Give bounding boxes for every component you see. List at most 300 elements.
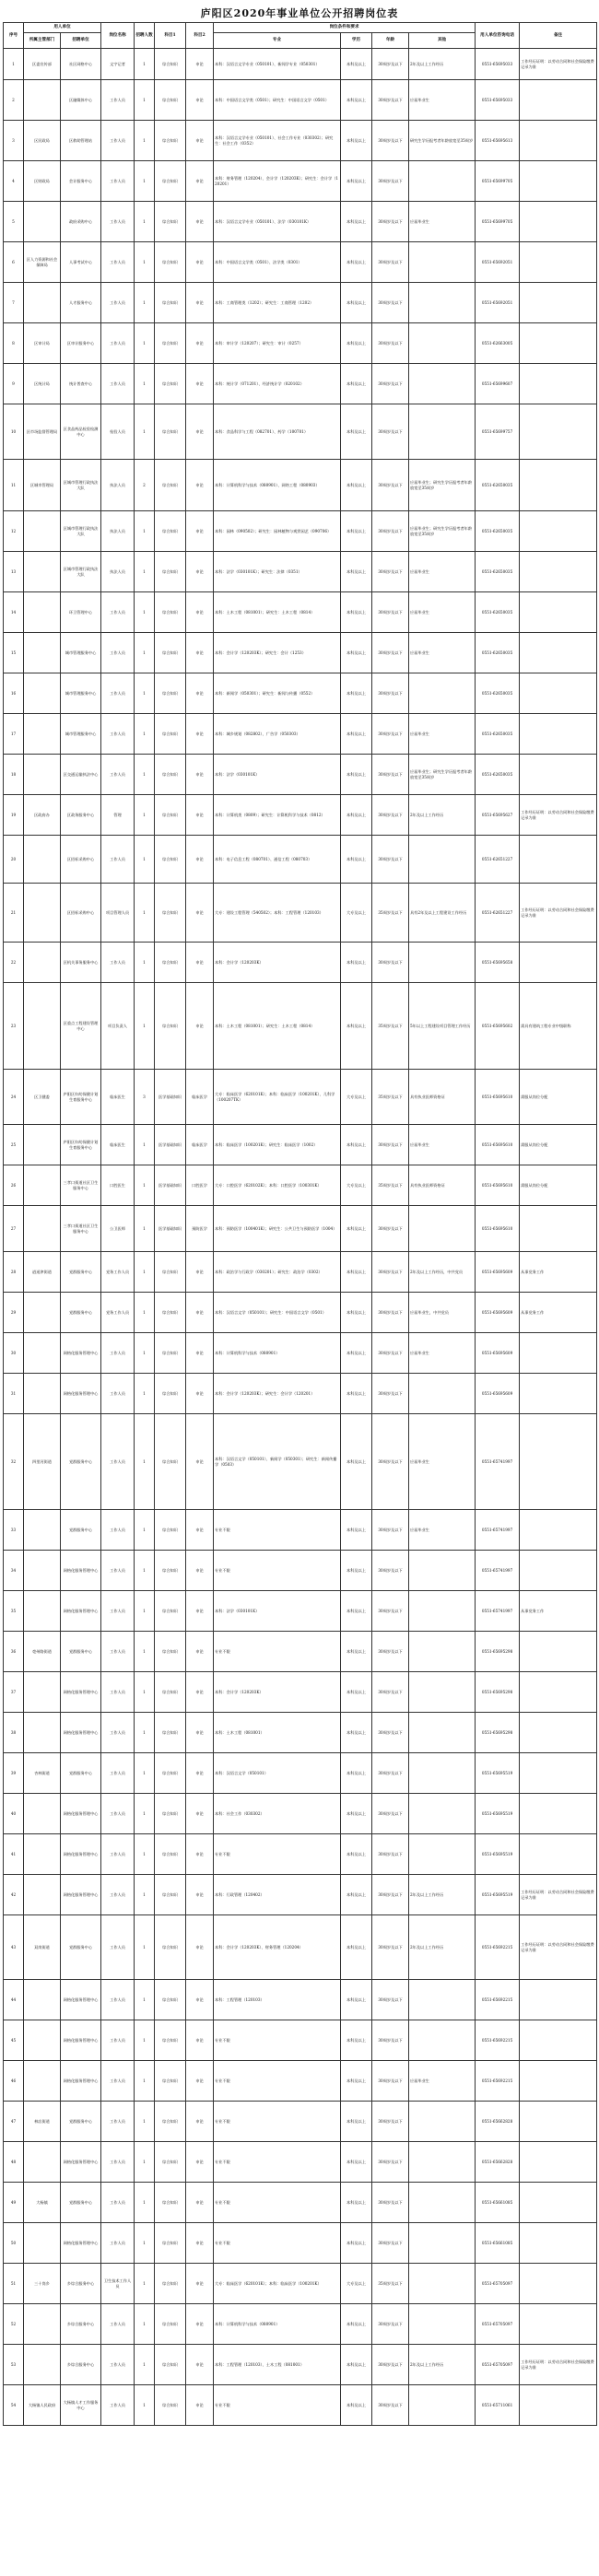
cell-seq: 29 bbox=[4, 1293, 24, 1333]
cell-seq: 24 bbox=[4, 1070, 24, 1125]
cell-note: 需服从岗位分配 bbox=[520, 1070, 597, 1125]
cell-phone: 0551-65695602 bbox=[476, 983, 520, 1070]
cell-seq: 8 bbox=[4, 323, 24, 364]
cell-subject1: 综合知识 bbox=[155, 836, 186, 884]
cell-unit: 区食品药品检验检测中心 bbox=[61, 404, 101, 460]
cell-subject1: 综合知识 bbox=[155, 202, 186, 242]
cell-subject1: 综合知识 bbox=[155, 2223, 186, 2264]
cell-education: 本科及以上 bbox=[341, 2345, 372, 2385]
cell-num: 1 bbox=[135, 1414, 155, 1510]
cell-other bbox=[409, 161, 476, 202]
cell-dept bbox=[24, 1591, 61, 1632]
cell-unit: 党群服务中心 bbox=[61, 2102, 101, 2142]
table-row bbox=[4, 884, 597, 943]
cell-education: 本科及以上 bbox=[341, 1915, 372, 1980]
cell-num: 1 bbox=[135, 1551, 155, 1591]
cell-age: 30周岁及以下 bbox=[372, 1875, 409, 1915]
cell-phone: 0551-65699757 bbox=[476, 404, 520, 460]
cell-subject2: 申论 bbox=[186, 2020, 214, 2061]
cell-post: 项目负责人 bbox=[101, 983, 135, 1070]
cell-major: 本科：行政管理（120402） bbox=[214, 1875, 341, 1915]
cell-seq: 34 bbox=[4, 1551, 24, 1591]
cell-age: 30周岁及以下 bbox=[372, 2223, 409, 2264]
cell-post: 工作人员 bbox=[101, 2345, 135, 2385]
cell-note bbox=[520, 1834, 597, 1875]
table-row bbox=[4, 1713, 597, 1753]
cell-education: 本科及以上 bbox=[341, 1753, 372, 1794]
cell-other bbox=[409, 2304, 476, 2345]
cell-education: 大专及以上 bbox=[341, 1165, 372, 1206]
cell-seq: 1 bbox=[4, 49, 24, 80]
cell-other: 应届毕业生 bbox=[409, 202, 476, 242]
cell-other: 具有执业医师资格证 bbox=[409, 1070, 476, 1125]
cell-note: 需服从岗位分配 bbox=[520, 1125, 597, 1165]
header-phone: 用人单位咨询电话 bbox=[476, 23, 520, 49]
cell-unit: 党群服务中心 bbox=[61, 1293, 101, 1333]
cell-age: 30周岁及以下 bbox=[372, 1206, 409, 1252]
cell-seq: 6 bbox=[4, 242, 24, 283]
cell-other bbox=[409, 836, 476, 884]
cell-dept bbox=[24, 2345, 61, 2385]
cell-other: 应届毕业生 bbox=[409, 552, 476, 592]
cell-major: 本科：汉语言文学专业（050101）、法学（030101K） bbox=[214, 202, 341, 242]
cell-age: 30周岁及以下 bbox=[372, 2142, 409, 2183]
cell-post: 口腔医生 bbox=[101, 1165, 135, 1206]
cell-note bbox=[520, 283, 597, 323]
cell-post: 工作人员 bbox=[101, 592, 135, 633]
cell-other bbox=[409, 1632, 476, 1672]
cell-phone: 0551-65695613 bbox=[476, 121, 520, 161]
cell-seq: 7 bbox=[4, 283, 24, 323]
cell-dept: 区民政局 bbox=[24, 121, 61, 161]
cell-seq: 39 bbox=[4, 1753, 24, 1794]
cell-phone: 0551-65699705 bbox=[476, 161, 520, 202]
cell-seq: 36 bbox=[4, 1632, 24, 1672]
cell-subject2: 口腔医学 bbox=[186, 1165, 214, 1206]
cell-subject1: 综合知识 bbox=[155, 983, 186, 1070]
cell-dept bbox=[24, 1980, 61, 2020]
cell-note bbox=[520, 80, 597, 121]
cell-subject2: 申论 bbox=[186, 511, 214, 552]
cell-post: 工作人员 bbox=[101, 1713, 135, 1753]
cell-age: 30周岁及以下 bbox=[372, 49, 409, 80]
cell-note: 工作经历证明：以劳动合同和社会保险缴费记录为准 bbox=[520, 1875, 597, 1915]
table-row bbox=[4, 983, 597, 1070]
cell-phone: 0551-62650035 bbox=[476, 592, 520, 633]
table-row bbox=[4, 1374, 597, 1414]
cell-dept: 大杨镇人民政府 bbox=[24, 2385, 61, 2426]
cell-education: 本科及以上 bbox=[341, 2385, 372, 2426]
cell-subject1: 医学基础知识 bbox=[155, 1125, 186, 1165]
cell-major: 本科：社会工作（030302） bbox=[214, 1794, 341, 1834]
cell-post: 公卫医师 bbox=[101, 1206, 135, 1252]
cell-other bbox=[409, 1713, 476, 1753]
cell-subject2: 申论 bbox=[186, 836, 214, 884]
cell-dept bbox=[24, 714, 61, 755]
cell-phone: 0551-65695610 bbox=[476, 1165, 520, 1206]
cell-post: 工作人员 bbox=[101, 1980, 135, 2020]
cell-subject1: 综合知识 bbox=[155, 1374, 186, 1414]
cell-seq: 28 bbox=[4, 1252, 24, 1293]
cell-dept bbox=[24, 1875, 61, 1915]
table-row bbox=[4, 795, 597, 836]
cell-subject2: 申论 bbox=[186, 795, 214, 836]
cell-seq: 45 bbox=[4, 2020, 24, 2061]
cell-note: 工作经历证明：以劳动合同和社会保险缴费记录为准 bbox=[520, 1915, 597, 1980]
cell-num: 1 bbox=[135, 1834, 155, 1875]
cell-num: 1 bbox=[135, 552, 155, 592]
cell-num: 1 bbox=[135, 161, 155, 202]
cell-major: 专业不限 bbox=[214, 2020, 341, 2061]
cell-subject2: 申论 bbox=[186, 592, 214, 633]
cell-post: 临床医生 bbox=[101, 1125, 135, 1165]
cell-major: 专业不限 bbox=[214, 2183, 341, 2223]
cell-other bbox=[409, 283, 476, 323]
cell-dept: 杏林街道 bbox=[24, 1753, 61, 1794]
cell-other: 应届毕业生 bbox=[409, 1125, 476, 1165]
cell-num: 1 bbox=[135, 202, 155, 242]
cell-seq: 5 bbox=[4, 202, 24, 242]
cell-other bbox=[409, 2385, 476, 2426]
cell-major: 本科：土木工程（081001）；研究生：土木工程（0814） bbox=[214, 592, 341, 633]
cell-num: 1 bbox=[135, 1510, 155, 1551]
cell-phone: 0551-65705097 bbox=[476, 2304, 520, 2345]
table-row bbox=[4, 633, 597, 673]
table-row bbox=[4, 2304, 597, 2345]
cell-other: 应届毕业生 bbox=[409, 80, 476, 121]
cell-subject2: 申论 bbox=[186, 633, 214, 673]
cell-age: 30周岁及以下 bbox=[372, 633, 409, 673]
cell-other bbox=[409, 364, 476, 404]
cell-dept bbox=[24, 2223, 61, 2264]
cell-age: 30周岁及以下 bbox=[372, 1333, 409, 1374]
cell-age: 30周岁及以下 bbox=[372, 673, 409, 714]
cell-post: 党务工作人员 bbox=[101, 1252, 135, 1293]
cell-major: 本科：法学（030101K） bbox=[214, 755, 341, 795]
cell-unit: 网格化服务管理中心 bbox=[61, 1794, 101, 1834]
cell-education: 本科及以上 bbox=[341, 2304, 372, 2345]
table-header bbox=[4, 23, 597, 49]
cell-phone: 0551-62650035 bbox=[476, 511, 520, 552]
cell-post: 工作人员 bbox=[101, 1672, 135, 1713]
table-row bbox=[4, 2385, 597, 2426]
cell-subject2: 申论 bbox=[186, 1591, 214, 1632]
cell-phone: 0551-65695519 bbox=[476, 1875, 520, 1915]
cell-subject1: 综合知识 bbox=[155, 1753, 186, 1794]
header-cond: 岗位条件和要求 bbox=[214, 23, 476, 33]
cell-other: 应届毕业生 bbox=[409, 2061, 476, 2102]
cell-subject2: 申论 bbox=[186, 404, 214, 460]
cell-dept: 区市场监督管理局 bbox=[24, 404, 61, 460]
cell-age: 30周岁及以下 bbox=[372, 1794, 409, 1834]
cell-subject1: 综合知识 bbox=[155, 1333, 186, 1374]
cell-subject2: 申论 bbox=[186, 943, 214, 983]
cell-phone: 0551-62663005 bbox=[476, 323, 520, 364]
cell-num: 1 bbox=[135, 1333, 155, 1374]
cell-unit: 党群服务中心 bbox=[61, 1915, 101, 1980]
cell-major: 本科：会计学（120203K）；研究生：会计（1253） bbox=[214, 633, 341, 673]
cell-post: 工作人员 bbox=[101, 755, 135, 795]
cell-subject2: 申论 bbox=[186, 755, 214, 795]
cell-unit: 网格化服务管理中心 bbox=[61, 2020, 101, 2061]
cell-subject2: 临床医学 bbox=[186, 1070, 214, 1125]
cell-dept bbox=[24, 1165, 61, 1206]
cell-seq: 42 bbox=[4, 1875, 24, 1915]
cell-unit: 乡综合服务中心 bbox=[61, 2304, 101, 2345]
cell-subject2: 申论 bbox=[186, 460, 214, 511]
cell-seq: 13 bbox=[4, 552, 24, 592]
cell-education: 本科及以上 bbox=[341, 633, 372, 673]
cell-age: 30周岁及以下 bbox=[372, 1753, 409, 1794]
table-row bbox=[4, 1510, 597, 1551]
cell-dept bbox=[24, 1333, 61, 1374]
cell-note: 工作经历证明：以劳动合同和社会保险缴费记录为准 bbox=[520, 795, 597, 836]
cell-dept: 亳州路街道 bbox=[24, 1632, 61, 1672]
cell-major: 本科：城乡规划（082802）、广告学（050303） bbox=[214, 714, 341, 755]
cell-education: 本科及以上 bbox=[341, 1293, 372, 1333]
cell-num: 1 bbox=[135, 755, 155, 795]
cell-subject2: 申论 bbox=[186, 2345, 214, 2385]
cell-subject1: 综合知识 bbox=[155, 1875, 186, 1915]
cell-subject1: 综合知识 bbox=[155, 1252, 186, 1293]
cell-unit: 网格化服务管理中心 bbox=[61, 1980, 101, 2020]
cell-age: 30周岁及以下 bbox=[372, 283, 409, 323]
cell-unit: 区城市管理行政执法大队 bbox=[61, 460, 101, 511]
cell-subject2: 申论 bbox=[186, 242, 214, 283]
cell-num: 1 bbox=[135, 1125, 155, 1165]
cell-note bbox=[520, 2304, 597, 2345]
cell-other: 应届毕业生 bbox=[409, 1333, 476, 1374]
cell-num: 1 bbox=[135, 49, 155, 80]
cell-phone: 0551-65695033 bbox=[476, 49, 520, 80]
cell-subject1: 综合知识 bbox=[155, 1414, 186, 1510]
cell-num: 1 bbox=[135, 1252, 155, 1293]
cell-subject1: 综合知识 bbox=[155, 80, 186, 121]
cell-post: 工作人员 bbox=[101, 2102, 135, 2142]
cell-major: 本科：汉语言文学（050101）；研究生：中国语言文学（0501） bbox=[214, 1293, 341, 1333]
cell-dept: 区政府办 bbox=[24, 795, 61, 836]
cell-phone: 0551-65695298 bbox=[476, 1713, 520, 1753]
header-sub1: 科目1 bbox=[155, 23, 186, 49]
cell-subject2: 申论 bbox=[186, 2385, 214, 2426]
cell-seq: 15 bbox=[4, 633, 24, 673]
cell-education: 本科及以上 bbox=[341, 592, 372, 633]
cell-unit: 网格化服务管理中心 bbox=[61, 1551, 101, 1591]
cell-education: 本科及以上 bbox=[341, 283, 372, 323]
cell-num: 1 bbox=[135, 242, 155, 283]
cell-education: 本科及以上 bbox=[341, 364, 372, 404]
cell-phone: 0551-62650035 bbox=[476, 714, 520, 755]
header-edu: 学历 bbox=[341, 33, 372, 49]
cell-note bbox=[520, 323, 597, 364]
table-row bbox=[4, 1632, 597, 1672]
cell-phone: 0551-65699607 bbox=[476, 364, 520, 404]
cell-dept bbox=[24, 283, 61, 323]
cell-dept bbox=[24, 1206, 61, 1252]
table-row bbox=[4, 2102, 597, 2142]
cell-phone: 0551-65705097 bbox=[476, 2264, 520, 2304]
cell-note: 需具有建筑工程专业中级职称 bbox=[520, 983, 597, 1070]
cell-age: 30周岁及以下 bbox=[372, 404, 409, 460]
cell-other: 具有执业医师资格证 bbox=[409, 1165, 476, 1206]
cell-subject2: 申论 bbox=[186, 714, 214, 755]
cell-unit: 区招标采购中心 bbox=[61, 884, 101, 943]
cell-other bbox=[409, 1834, 476, 1875]
cell-unit: 党群服务中心 bbox=[61, 1753, 101, 1794]
cell-major: 本科：法学（030101K） bbox=[214, 1591, 341, 1632]
cell-phone: 0551-62651227 bbox=[476, 836, 520, 884]
cell-dept bbox=[24, 552, 61, 592]
cell-note bbox=[520, 121, 597, 161]
cell-post: 执法人员 bbox=[101, 511, 135, 552]
cell-major: 本科：计算机类（0809）；研究生：计算机科学与技术（0812） bbox=[214, 795, 341, 836]
cell-dept: 逍遥津街道 bbox=[24, 1252, 61, 1293]
cell-subject1: 综合知识 bbox=[155, 1591, 186, 1632]
cell-num: 1 bbox=[135, 1753, 155, 1794]
cell-note bbox=[520, 460, 597, 511]
cell-phone: 0551-65695610 bbox=[476, 1206, 520, 1252]
cell-post: 工作人员 bbox=[101, 1374, 135, 1414]
table-row bbox=[4, 2223, 597, 2264]
cell-subject2: 申论 bbox=[186, 1252, 214, 1293]
cell-phone: 0551-65695610 bbox=[476, 1125, 520, 1165]
cell-dept bbox=[24, 1713, 61, 1753]
cell-subject1: 医学基础知识 bbox=[155, 1206, 186, 1252]
table-row bbox=[4, 1672, 597, 1713]
cell-dept bbox=[24, 673, 61, 714]
cell-unit: 人事考试中心 bbox=[61, 242, 101, 283]
cell-phone: 0551-65695609 bbox=[476, 1252, 520, 1293]
cell-unit: 党群服务中心 bbox=[61, 1510, 101, 1551]
cell-major: 本科：中国语言文学类（0501）；研究生：中国语言文学（0501） bbox=[214, 80, 341, 121]
cell-num: 1 bbox=[135, 2183, 155, 2223]
cell-post: 工作人员 bbox=[101, 1333, 135, 1374]
cell-note bbox=[520, 592, 597, 633]
cell-post: 工作人员 bbox=[101, 1915, 135, 1980]
cell-seq: 30 bbox=[4, 1333, 24, 1374]
cell-post: 工作人员 bbox=[101, 2183, 135, 2223]
cell-other: 应届毕业生；研究生学历报考者年龄放宽至35周岁 bbox=[409, 755, 476, 795]
cell-post: 工作人员 bbox=[101, 1794, 135, 1834]
cell-subject2: 申论 bbox=[186, 1915, 214, 1980]
cell-unit: 人才服务中心 bbox=[61, 283, 101, 323]
cell-note bbox=[520, 202, 597, 242]
cell-education: 本科及以上 bbox=[341, 1414, 372, 1510]
cell-note bbox=[520, 1206, 597, 1252]
cell-num: 2 bbox=[135, 460, 155, 511]
cell-major: 专业不限 bbox=[214, 1632, 341, 1672]
cell-phone: 0551-65741997 bbox=[476, 1551, 520, 1591]
cell-unit: 网格化服务管理中心 bbox=[61, 1713, 101, 1753]
cell-num: 1 bbox=[135, 80, 155, 121]
cell-major: 本科：汉语言文学（050101） bbox=[214, 1753, 341, 1794]
cell-other: 应届毕业生；研究生学历报考者年龄放宽至35周岁 bbox=[409, 460, 476, 511]
cell-seq: 40 bbox=[4, 1794, 24, 1834]
cell-age: 30周岁及以下 bbox=[372, 1551, 409, 1591]
cell-post: 工作人员 bbox=[101, 323, 135, 364]
cell-unit: 区城市管理行政执法大队 bbox=[61, 511, 101, 552]
cell-unit: 政府采购中心 bbox=[61, 202, 101, 242]
cell-other bbox=[409, 2142, 476, 2183]
cell-other: 应届毕业生；研究生学历报考者年龄放宽至35周岁 bbox=[409, 511, 476, 552]
cell-dept bbox=[24, 2020, 61, 2061]
cell-education: 本科及以上 bbox=[341, 121, 372, 161]
cell-education: 本科及以上 bbox=[341, 1206, 372, 1252]
cell-age: 30周岁及以下 bbox=[372, 511, 409, 552]
cell-phone: 0551-65695519 bbox=[476, 1834, 520, 1875]
cell-education: 本科及以上 bbox=[341, 2102, 372, 2142]
cell-note: 工作经历证明：以劳动合同和社会保险缴费记录为准 bbox=[520, 2345, 597, 2385]
cell-education: 本科及以上 bbox=[341, 1875, 372, 1915]
cell-major: 专业不限 bbox=[214, 2061, 341, 2102]
cell-num: 1 bbox=[135, 795, 155, 836]
cell-num: 1 bbox=[135, 2385, 155, 2426]
cell-subject1: 综合知识 bbox=[155, 323, 186, 364]
cell-major: 大专：建设工程管理（540502）；本科：工程管理（120103） bbox=[214, 884, 341, 943]
cell-age: 35周岁及以下 bbox=[372, 983, 409, 1070]
cell-note bbox=[520, 2020, 597, 2061]
cell-other bbox=[409, 2183, 476, 2223]
cell-note bbox=[520, 242, 597, 283]
cell-major: 本科：计算机科学与技术（080901） bbox=[214, 2304, 341, 2345]
cell-unit: 庐阳区妇幼保健计划生育服务中心 bbox=[61, 1070, 101, 1125]
cell-education: 本科及以上 bbox=[341, 983, 372, 1070]
cell-major: 本科：财务管理（120204）、会计学（120203K）；研究生：会计学（120201） bbox=[214, 161, 341, 202]
cell-phone: 0551-65662828 bbox=[476, 2102, 520, 2142]
cell-dept bbox=[24, 2142, 61, 2183]
cell-major: 专业不限 bbox=[214, 1834, 341, 1875]
cell-unit: 网格化服务管理中心 bbox=[61, 1333, 101, 1374]
cell-seq: 25 bbox=[4, 1125, 24, 1165]
cell-age: 30周岁及以下 bbox=[372, 1915, 409, 1980]
cell-education: 大专及以上 bbox=[341, 2264, 372, 2304]
cell-dept: 双岗街道 bbox=[24, 1915, 61, 1980]
table-row bbox=[4, 2345, 597, 2385]
cell-subject2: 预防医学 bbox=[186, 1206, 214, 1252]
cell-subject1: 综合知识 bbox=[155, 943, 186, 983]
table-row bbox=[4, 943, 597, 983]
cell-note: 工作经历证明：以劳动合同和社会保险缴费记录为准 bbox=[520, 49, 597, 80]
cell-education: 本科及以上 bbox=[341, 202, 372, 242]
cell-major: 本科：会计学（120203K） bbox=[214, 1672, 341, 1713]
cell-major: 本科：土木工程（081001）；研究生：土木工程（0814） bbox=[214, 983, 341, 1070]
cell-unit: 会计服务中心 bbox=[61, 161, 101, 202]
cell-age: 30周岁及以下 bbox=[372, 795, 409, 836]
cell-major: 专业不限 bbox=[214, 2385, 341, 2426]
table-row bbox=[4, 2061, 597, 2102]
cell-other: 2年及以上工作经历 bbox=[409, 1915, 476, 1980]
cell-note bbox=[520, 161, 597, 202]
cell-other bbox=[409, 1591, 476, 1632]
cell-unit: 环卫管理中心 bbox=[61, 592, 101, 633]
cell-seq: 50 bbox=[4, 2223, 24, 2264]
cell-seq: 41 bbox=[4, 1834, 24, 1875]
cell-age: 30周岁及以下 bbox=[372, 1980, 409, 2020]
table-row bbox=[4, 202, 597, 242]
cell-age: 30周岁及以下 bbox=[372, 1713, 409, 1753]
cell-note: 从事党务工作 bbox=[520, 1591, 597, 1632]
cell-subject2: 申论 bbox=[186, 983, 214, 1070]
cell-unit: 城市管理服务中心 bbox=[61, 673, 101, 714]
cell-note bbox=[520, 1551, 597, 1591]
cell-seq: 18 bbox=[4, 755, 24, 795]
table-row bbox=[4, 1591, 597, 1632]
cell-subject2: 申论 bbox=[186, 80, 214, 121]
cell-major: 大专：临床医学（620101K）；本科：临床医学（100201K） bbox=[214, 2264, 341, 2304]
cell-note bbox=[520, 2183, 597, 2223]
table-row bbox=[4, 283, 597, 323]
cell-education: 本科及以上 bbox=[341, 1672, 372, 1713]
